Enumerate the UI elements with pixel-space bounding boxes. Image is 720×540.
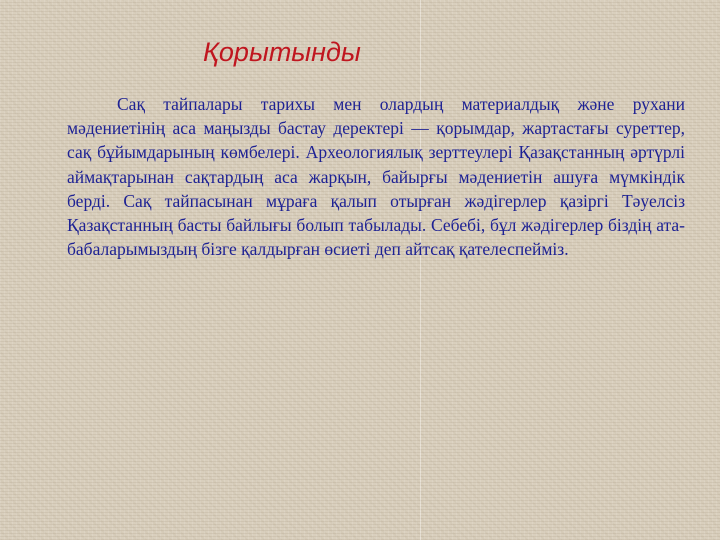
- slide-paragraph: Сақ тайпалары тарихы мен олардың материалдық және рухани мәдениетінің аса маңызды бастау деректері — қорымдар, жартастағы суреттер, сақ бұйымдарының көмбелері. Археологиялық зерттеулері Қазақстанның әртүрлі аймақтарынан сақтардың аса жарқын, байырғы мәдениетін ашуға мүмкіндік берді. Сақ тайпасынан мұраға қалып отырған жәдігерлер қазіргі Тәуелсіз Қазақстанның басты байлығы болып табылады. Себебі, бұл жәдігерлер біздің ата-бабаларымыздың бізге қалдырған өсиеті деп айтсақ қателеспейміз.: [67, 94, 685, 260]
- background-seam: [420, 0, 421, 540]
- slide-title: Қорытынды: [203, 37, 361, 67]
